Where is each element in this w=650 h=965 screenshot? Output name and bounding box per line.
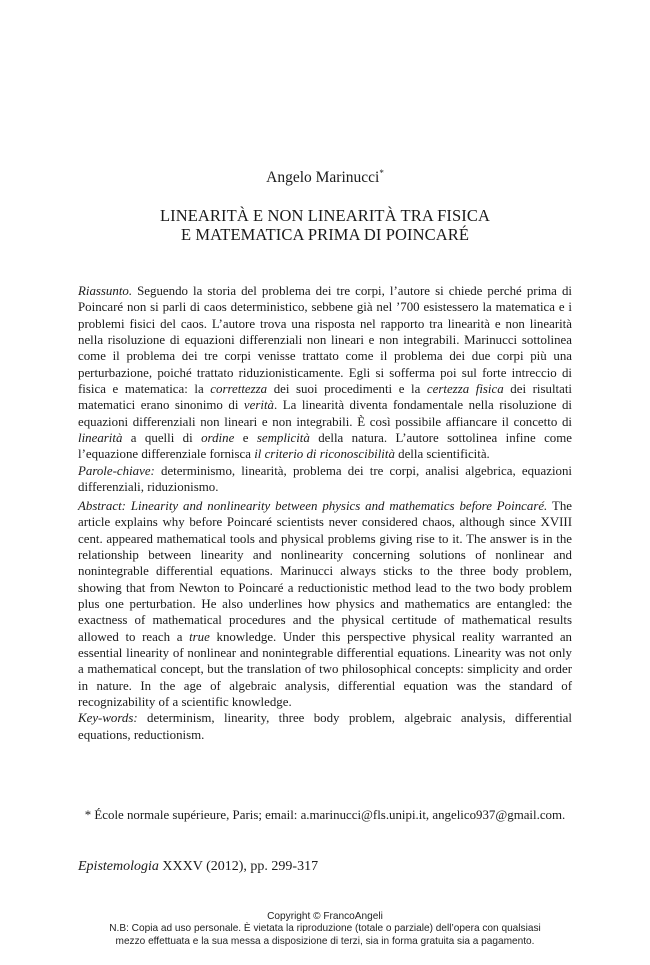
parole-chiave-paragraph: Parole-chiave: determinismo, linearità, problema dei tre corpi, analisi algebrica, equazioni differenziali, riduzionismo. (78, 463, 572, 495)
title-line-2: E MATEMATICA PRIMA DI POINCARÉ (180, 225, 470, 244)
article-title (0, 206, 650, 244)
title-line-1: LINEARITÀ E NON LINEARITÀ TRA FISICA (159, 206, 491, 225)
riassunto-label: Riassunto. (78, 284, 133, 298)
author-affiliation-footnote: * École normale supérieure, Paris; email: a.marinucci@fls.unipi.it, angelico937@gmail.com. (84, 808, 566, 822)
journal-name: Epistemologia (78, 859, 159, 874)
riassunto-paragraph: Riassunto. Seguendo la storia del problema dei tre corpi, l’autore si chiede perché prima di Poincaré non si parli di caos deterministico, sebbene già nel ’700 esistessero la matematica e i problemi fisici del caos. L’autore trova una risposta nel rapporto tra linearità e non linearità nella risoluzione di equazioni differenziali non lineari e non integrabili. Marinucci sottolinea come il problema dei tre corpi venisse trattato come il problema dei due corpi più una perturbazione, poiché trattato riduzionisticamente. Egli si sofferma poi sul forte intreccio di fisica e matematica: la correttezza dei suoi procedimenti e la certezza fisica dei risultati matematici erano sinonimo di verità. La linearità diventa fondamentale nella risoluzione di equazioni differenziali non lineari e non integrabili. È così possibile affiancare il concetto di linearità a quelli di ordine e semplicità della natura. L’autore sottolinea infine come l’equazione differenziale fornisca il criterio di riconoscibilità della scientificità. (78, 284, 573, 462)
copyright-line-1: Copyright © FrancoAngeli (267, 911, 383, 922)
abstract-section (78, 498, 572, 743)
riassunto-section (78, 283, 572, 495)
copyright-line-2: N.B: Copia ad uso personale. È vietata la riproduzione (totale o parziale) dell’opera con qualsiasi (109, 923, 541, 935)
journal-citation: Epistemologia XXXV (2012), pp. 299-317 (78, 859, 319, 874)
key-words-label: Key-words: (78, 711, 138, 726)
abstract-label: Abstract: Linearity and nonlinearity between physics and mathematics before Poincaré. (78, 499, 548, 513)
parole-chiave-label: Parole-chiave: (78, 463, 155, 478)
author-footnote-mark: * (379, 168, 384, 178)
copyright-notice (0, 911, 650, 948)
key-words-paragraph: Key-words: determinism, linearity, three body problem, algebraic analysis, differential equations, reductionism. (78, 711, 572, 742)
copyright-line-3: mezzo effettuata e la sua messa a disposizione di terzi, sia in forma gratuita sia a pagamento. (115, 935, 535, 947)
abstract-paragraph: Abstract: Linearity and nonlinearity between physics and mathematics before Poincaré. The article explains why before Poincaré scientists never considered chaos, although since XVIII cent. appeared mathematical tools and physical problems giving rise to it. The answer is in the relationship between linearity and nonlinearity concerning solutions of nonlinear and nonintegrable differential equations. Marinucci always sticks to the three body problem, showing that from Newton to Poincaré a reductionistic method lead to the two body problem plus one perturbation. He also underlines how physics and mathematics are entangled: the exactness of mathematical procedures and the physical certitude of mathematical results allowed to reach a true knowledge. Under this perspective physical reality warranted an essential linearity of nonlinear and nonintegrable differential equations. Linearity was not only a mathematical concept, but the translation of two philosophical concepts: simplicity and order in nature. In the age of algebraic analysis, differential equation was the standard of recognizability of a scientific knowledge. (78, 499, 573, 710)
author-name: Angelo Marinucci* (266, 168, 384, 186)
